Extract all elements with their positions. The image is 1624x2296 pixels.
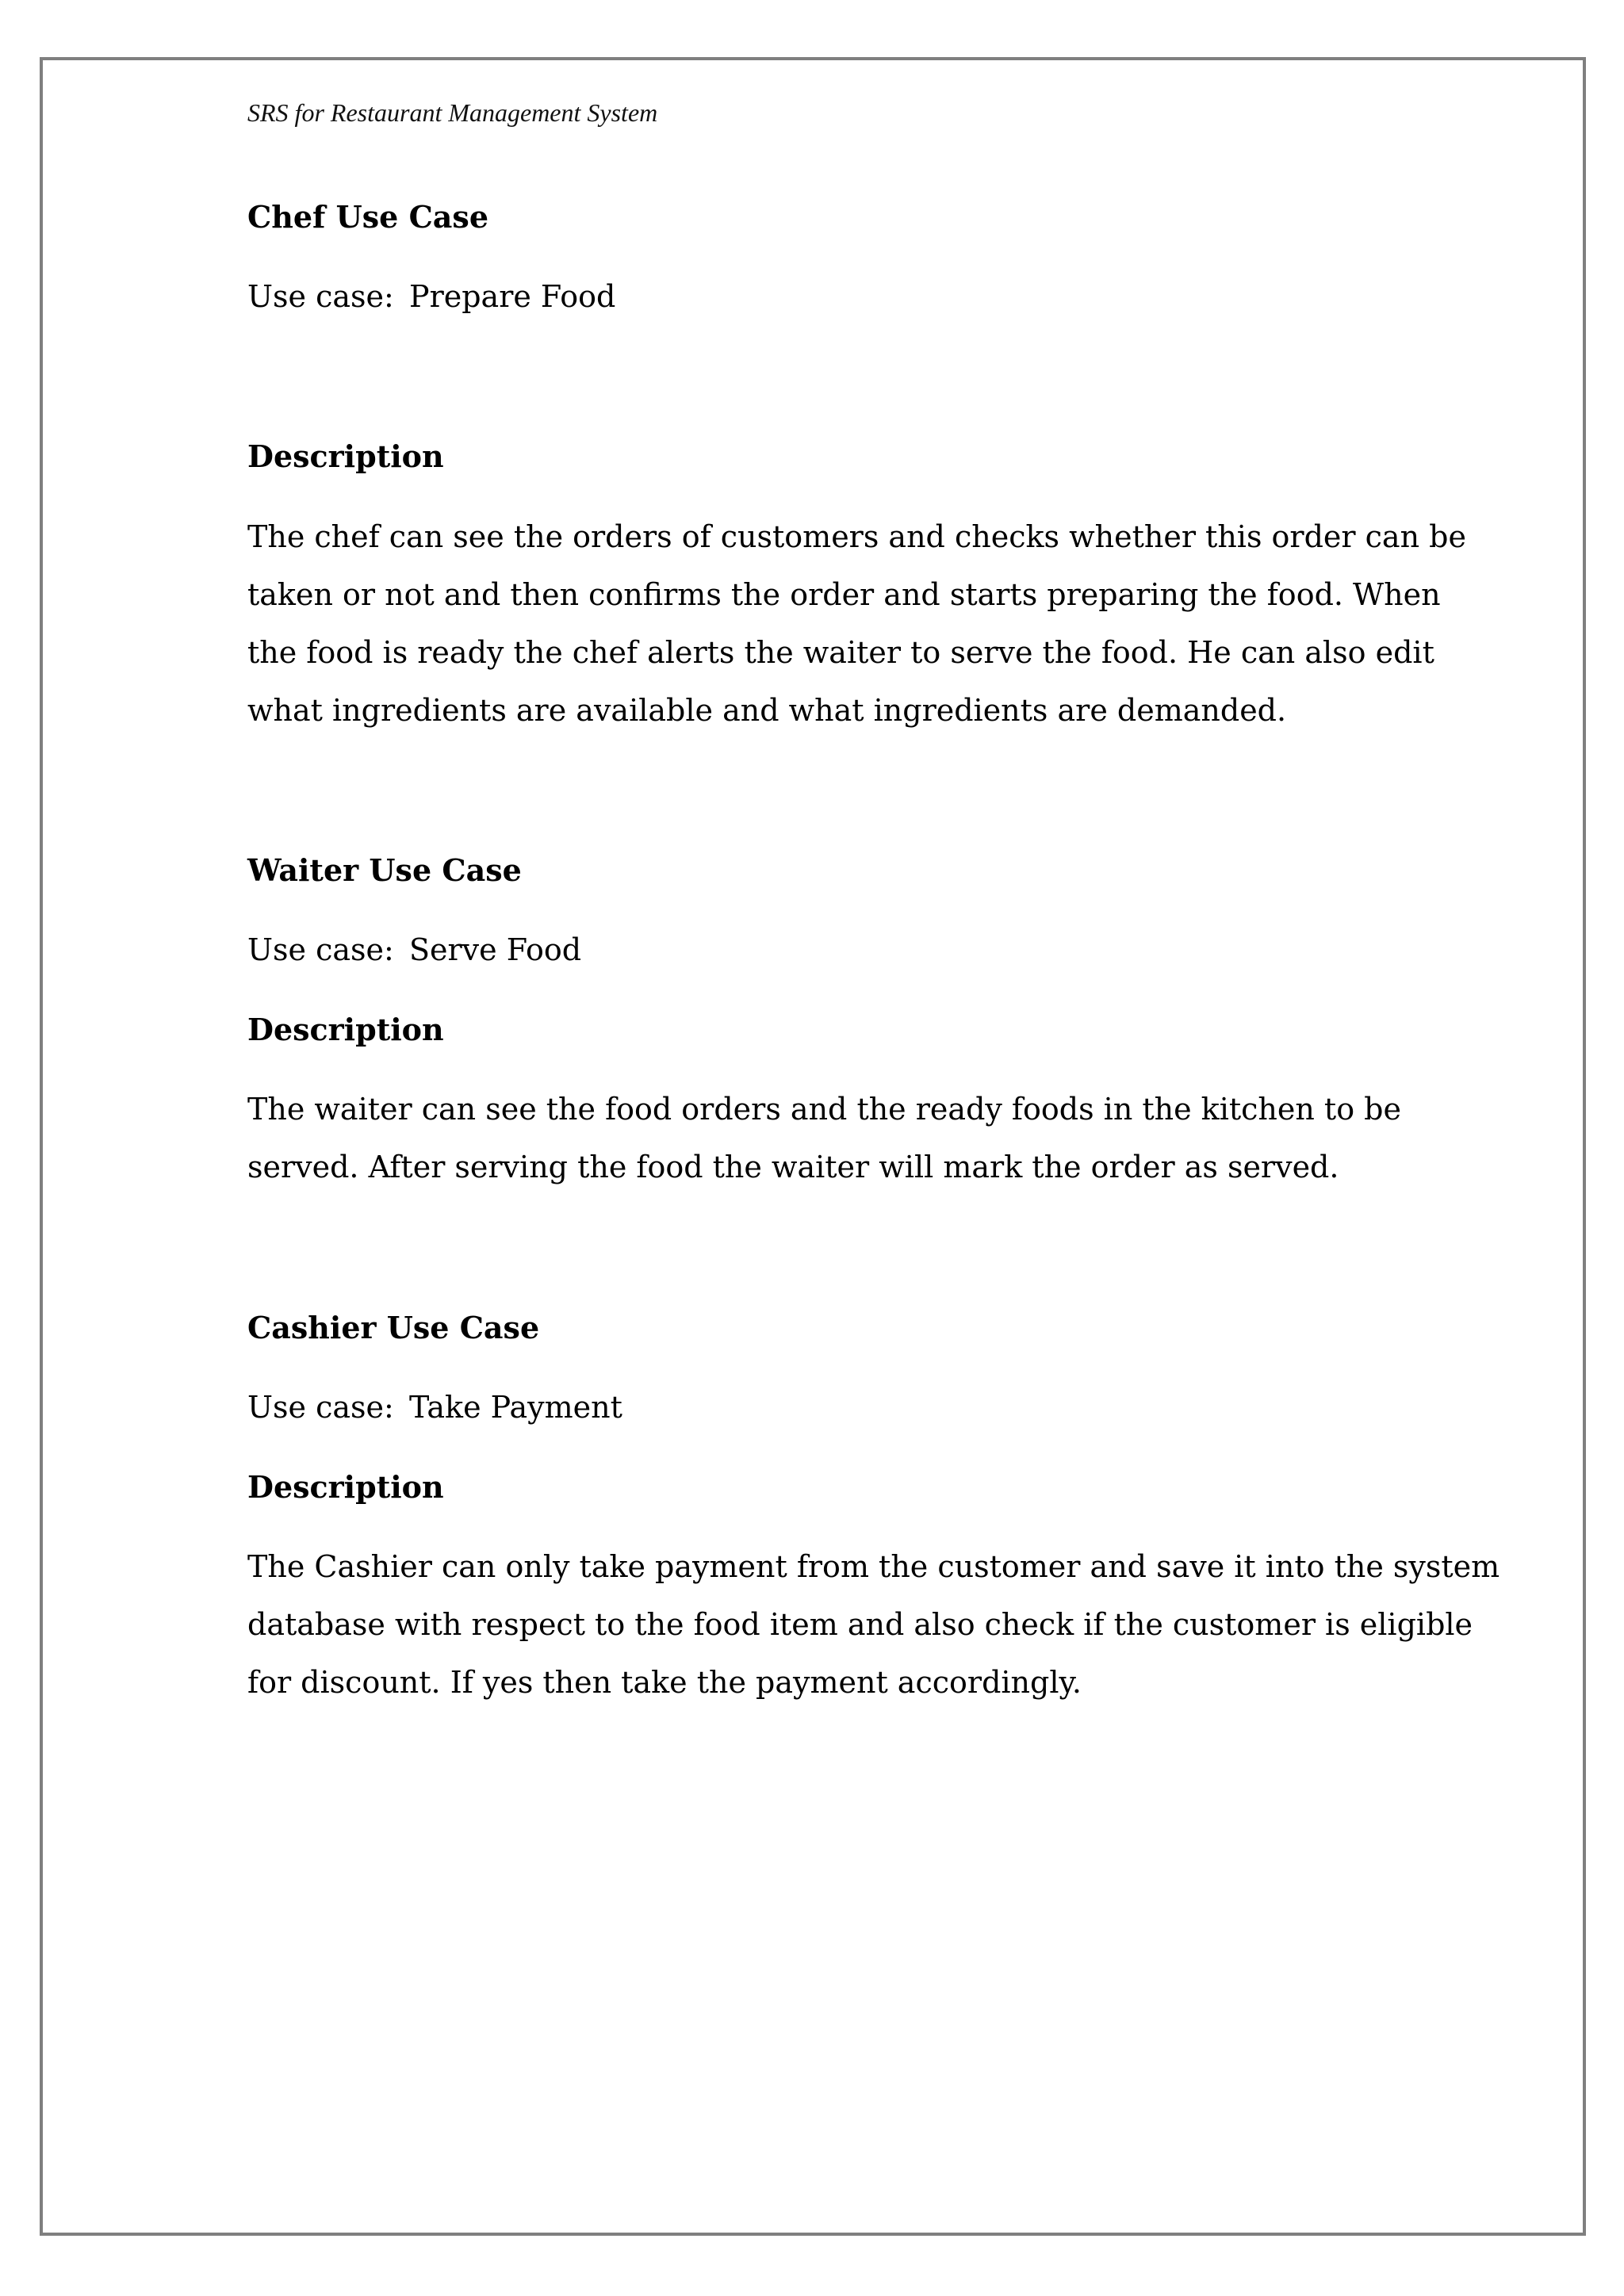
paragraph-line: database with respect to the food item and also check if the customer is eligible	[247, 1607, 1473, 1642]
chef-use-case-value: Prepare Food	[409, 279, 616, 314]
paragraph-line: The chef can see the orders of customers and checks whether this order can be	[247, 519, 1466, 554]
paragraph-line: The Cashier can only take payment from the customer and save it into the system	[247, 1549, 1500, 1584]
use-case-label: Use case:	[247, 1390, 394, 1425]
paragraph-line: the food is ready the chef alerts the waiter to serve the food. He can also edit	[247, 635, 1434, 670]
chef-description-paragraph	[247, 508, 1466, 740]
cashier-description-paragraph	[247, 1538, 1500, 1712]
use-case-label: Use case:	[247, 279, 394, 314]
paragraph-line: The waiter can see the food orders and the ready foods in the kitchen to be	[247, 1092, 1401, 1127]
chef-description-heading: Description	[247, 438, 444, 474]
paragraph-line: taken or not and then confirms the order and starts preparing the food. When	[247, 577, 1441, 612]
waiter-description-heading: Description	[247, 1012, 444, 1047]
use-case-label: Use case:	[247, 932, 394, 967]
cashier-description-heading: Description	[247, 1469, 444, 1505]
running-header: SRS for Restaurant Management System	[247, 98, 658, 127]
waiter-description-paragraph	[247, 1081, 1405, 1196]
waiter-use-case-value: Serve Food	[409, 932, 582, 967]
cashier-use-case-value: Take Payment	[409, 1390, 622, 1425]
chef-section-heading: Chef Use Case	[247, 199, 488, 235]
waiter-use-case-line	[247, 931, 581, 969]
paragraph-line: what ingredients are available and what ingredients are demanded.	[247, 693, 1287, 728]
paragraph-line: for discount. If yes then take the payment accordingly.	[247, 1665, 1082, 1700]
cashier-section-heading: Cashier Use Case	[247, 1310, 540, 1345]
waiter-section-heading: Waiter Use Case	[247, 852, 522, 888]
cashier-use-case-line	[247, 1388, 622, 1426]
chef-use-case-line	[247, 277, 615, 316]
paragraph-line: served. After serving the food the waiter will mark the order as served.	[247, 1150, 1339, 1184]
